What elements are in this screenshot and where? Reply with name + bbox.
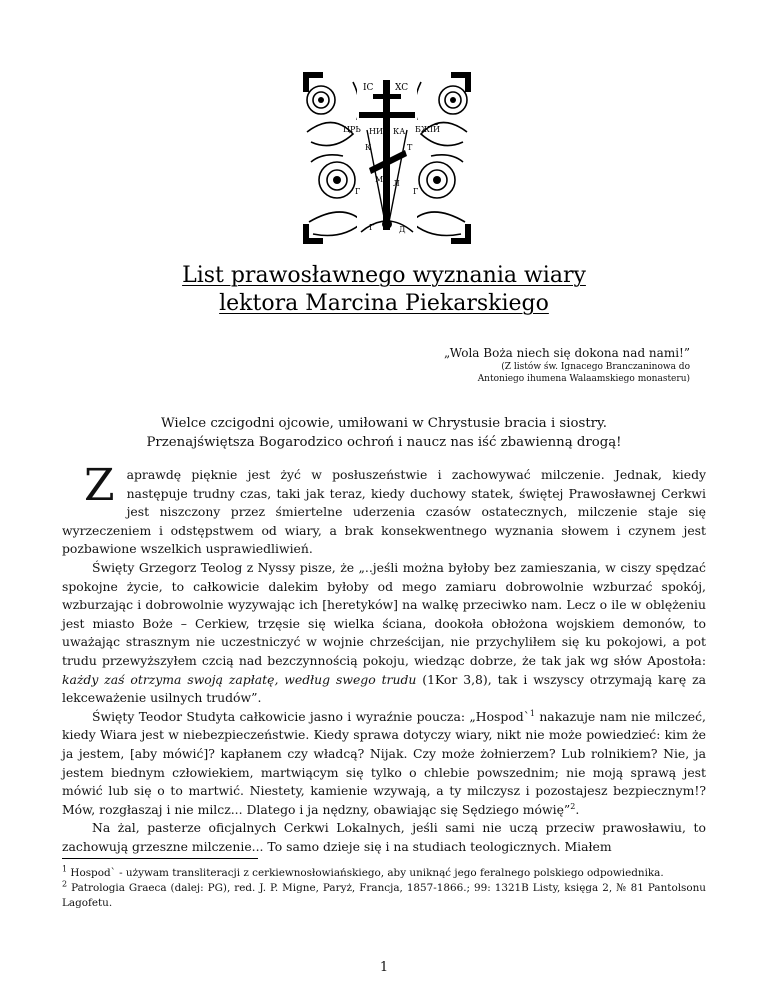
paragraph-2-quote: każdy zaś otrzyma swoją zapłatę, według swego trudu: [62, 671, 417, 687]
title-line-1: List prawosławnego wyznania wiary: [182, 263, 586, 288]
footnote-ref-1[interactable]: 1: [529, 708, 535, 718]
epigraph: [444, 346, 690, 385]
inscription-d: Д: [399, 225, 406, 234]
paragraph-2-text-b: (1Kor 3,8), tak i wszyscy otrzymają karę za lekceważenie usilnych trudów”.: [62, 671, 706, 706]
orthodox-cross-emblem: [303, 72, 471, 244]
footnote-ref-2[interactable]: 2: [570, 801, 576, 811]
paragraph-2: [62, 559, 706, 708]
inscription-m: М: [375, 175, 384, 184]
inscription-g-right: Г: [413, 187, 419, 196]
body-text: [62, 460, 706, 856]
inscription-xc: XC: [395, 83, 409, 93]
paragraph-1-text: aprawdę pięknie jest żyć w posłuszeństwie i zachowywać milczenie. Jednak, kiedy następuje trudny czas, taki jak teraz, kiedy duchowy statek, świętej Prawosławnej Cerkwi jest niszczony przez śmiertelne uderzenia czasów ostatecznych, milczenie staje się wyrzeczeniem i odstępstwem od wiary, a brak konsekwentnego wyznania słowem i czynem jest pozbawione wszelkich usprawiedliwień.: [62, 467, 706, 557]
inscription-t: Т: [407, 143, 413, 152]
paragraph-3-text-b: nakazuje nam nie milczeć, kiedy Wiara jest w niebezpieczeństwie. Kiedy sprawa dotyczy wiary, nikt nie może powiedzieć: kim że ja jestem, [aby mówić]? kapłanem czy władcą? Nijak. Czy może żołnierzem? Lub rolnikiem? Nie, ja jestem biednym człowiekiem, martwiącym się tylko o chlebie powszednim; nie moją sprawą jest mówić lub się o to martwić. Niestety, kamienie wzywają, a ty milczysz i pozostajesz bezpiecznym!? Mów, rozgłaszaj i nie milcz... Dlatego i ja nędzny, obawiając się Sędziego mówię”: [62, 708, 706, 817]
greeting: [0, 414, 768, 452]
page-number: 1: [379, 960, 389, 975]
footnote-1-number: 1: [62, 864, 68, 874]
inscription-ni: НИ: [369, 127, 383, 136]
footnote-1-text: Hospod` - używam transliteracji z cerkiewnosłowiańskiego, aby uniknąć jego feralnego polskiego odpowiednika.: [67, 867, 664, 879]
footnote-2-number: 2: [62, 879, 68, 889]
inscription-g-left: Г: [355, 187, 361, 196]
greeting-line-2: Przenajświętsza Bogarodzico ochroń i naucz nas iść zbawienną drogą!: [146, 435, 622, 450]
orthodox-cross-icon: [303, 72, 471, 244]
inscription-tsar: ЦРЬ: [343, 125, 361, 134]
paragraph-3-text-a: Święty Teodor Studyta całkowicie jasno i wyraźnie poucza: „Hospod`: [92, 708, 530, 724]
paragraph-3: [62, 708, 706, 820]
paragraph-1: [62, 460, 706, 559]
inscription-k: К: [365, 143, 372, 152]
inscription-l: Л: [393, 179, 400, 188]
footnote-divider: [62, 858, 258, 859]
paragraph-3-text-c: .: [575, 801, 580, 817]
footnote-2-text: Patrologia Graeca (dalej: PG), red. J. P. Migne, Paryż, Francja, 1857-1866.; 99: 1321B Listy, księga 2, № 81 Pantolsonu Lagofetu.: [62, 881, 706, 909]
paragraph-4: Na żal, pasterze oficjalnych Cerkwi Lokalnych, jeśli sami nie uczą przeciw prawosławiu, to zachowują grzeszne milczenie... To samo dzieje się i na studiach teologicznych. Miałem: [62, 820, 706, 854]
footnotes: [62, 866, 706, 910]
epigraph-source-line-1: (Z listów św. Ignacego Branczaninowa do: [501, 362, 690, 372]
inscription-ka: КА: [393, 127, 406, 136]
paragraph-2-text-a: Święty Grzegorz Teolog z Nyssy pisze, że „..jeśli można byłoby bez zamieszania, w ciszy spędzać spokojne życie, to całkowicie dalekim byłoby od mego zamiaru dobrowolnie wzburzać spokój, wzburzając i dobrowolnie wyzywając ich [heretyków] na walkę przeciwko nam. Lecz o ile w oblężeniu jest miasto Boże – Cerkiew, trzęsie się wielka ściana, dookoła obłożona wojskiem demonów, to uważając strasznym nie uczestniczyć w wojnie chrześcijan, nie przychyliłem się ku pokojowi, a pot trudu przewyższyłem czcią nad bezczynnością pokoju, wiedząc dobrze, że tak jak wg słów Apostoła:: [62, 559, 706, 668]
epigraph-source-line-2: Antoniego ihumena Walaamskiego monasteru): [477, 374, 690, 384]
drop-cap: Z: [84, 460, 115, 511]
inscription-bozhiy: БЖIЙ: [415, 125, 441, 134]
greeting-line-1: Wielce czcigodni ojcowie, umiłowani w Chrystusie bracia i siostry.: [160, 416, 608, 431]
epigraph-quote: „Wola Boża niech się dokona nad nami!”: [443, 346, 690, 360]
document-title: [0, 262, 768, 318]
inscription-g-bottom: Г: [369, 223, 375, 232]
title-line-2: lektora Marcina Piekarskiego: [219, 291, 549, 316]
inscription-ic: IC: [363, 83, 374, 93]
footnote-1: [62, 866, 706, 881]
footnote-2: [62, 881, 706, 911]
